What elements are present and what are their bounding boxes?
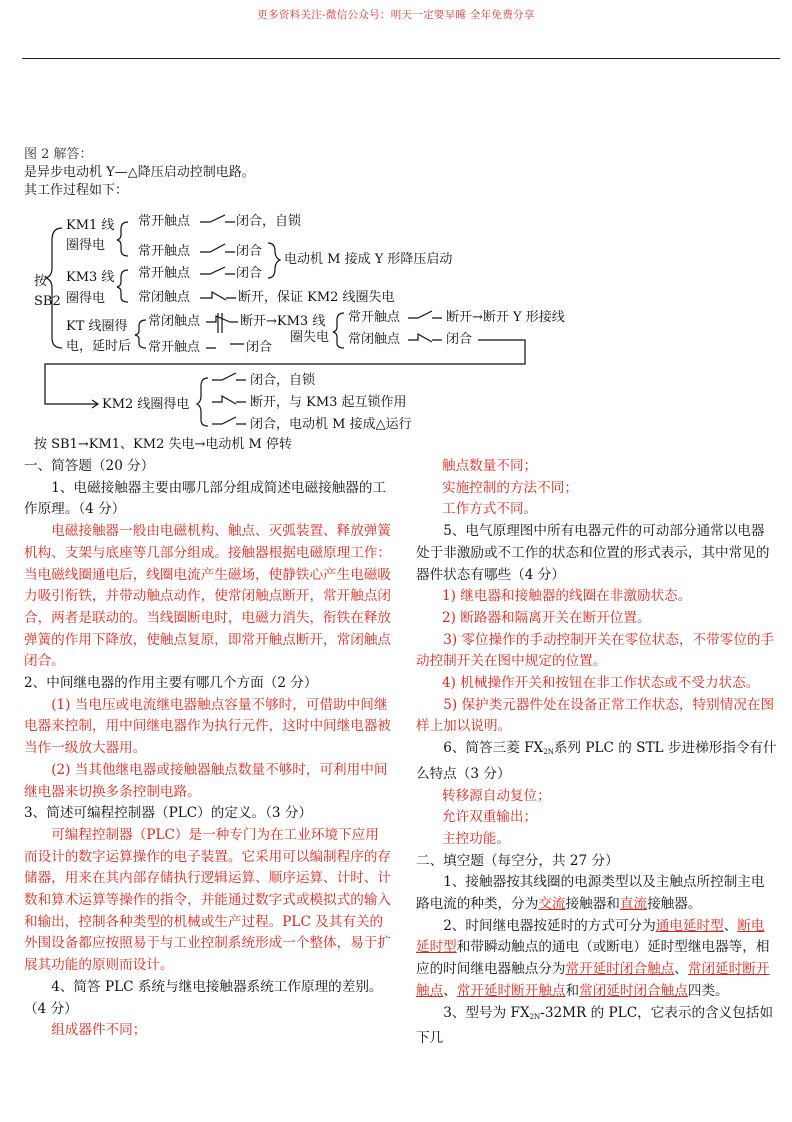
km3-lose-power: 圈失电: [290, 330, 330, 345]
diagram-lines: [0, 0, 792, 460]
question-6: [416, 738, 778, 785]
answer-5-4: 4) 机械操作开关和按钮在非工作状态或不受力状态。: [442, 675, 760, 692]
km3-open-interlock: 断开，保证 KM2 线圈失电: [238, 290, 395, 305]
section-1-title: 一、简答题（20 分）: [24, 458, 155, 474]
question-3: 3、简述可编程控制器（PLC）的定义。（3 分）: [24, 805, 313, 822]
answer-4-1: 组成器件不同；: [51, 1022, 147, 1039]
motor-y-start: 电动机 M 接成 Y 形降压启动: [284, 252, 453, 267]
fill-2-sep-2: 、: [674, 961, 688, 978]
answer-4-4: 工作方式不同。: [442, 501, 538, 518]
question-5: 5、电气原理图中所有电器元件的可动部分通常以电器处于非激励或不工作的状态和位置的形式表示，其中常见的器件状态有哪些（4 分）: [416, 523, 770, 583]
press-label: 按: [34, 274, 48, 289]
kt-label-a: KT 线圈得: [66, 319, 128, 334]
fill-2-answer-5: 常开延时断开触点: [456, 982, 566, 999]
km3-open-y: 断开→断开 Y 形接线: [446, 310, 565, 325]
intro-line-2: 其工作过程如下：: [24, 183, 129, 198]
kt-open-km3: 断开→KM3 线: [240, 314, 326, 329]
fill-2-post: 四类。: [687, 982, 729, 999]
intro-line-1: 是异步电动机 Y—△降压启动控制电路。: [24, 165, 255, 180]
question-1: 1、电磁接触器主要由哪几部分组成简述电磁接触器的工作原理。（4 分）: [24, 479, 387, 518]
fill-1-pre: 1、接触器按其线圈的电源类型以及主触点所控制主电路电流的种类，分为: [416, 874, 765, 913]
answer-6-2: 允许双重输出；: [442, 809, 538, 826]
km3-closed: 闭合: [236, 266, 263, 281]
fill-3-pre: 3、型号为 FX: [443, 1004, 530, 1021]
answer-6-3: 主控功能。: [442, 830, 510, 847]
answer-5-5: 5) 保护类元器件处在设备正常工作状态，特别情况在图样上加以说明。: [416, 696, 775, 735]
kt-nc-contact: 常闭触点: [148, 314, 201, 329]
sb1-stop-line: 按 SB1→KM1、KM2 失电→电动机 M 停转: [34, 437, 292, 452]
km1-closed-selflock: 闭合，自锁: [236, 214, 302, 229]
km2-open-interlock: 断开，与 KM3 起互锁作用: [250, 395, 407, 410]
fill-1-mid: 接触器和: [565, 896, 620, 913]
fill-2-sep-1: 、: [723, 917, 738, 934]
question-4: 4、简答 PLC 系统与继电接触器系统工作原理的差别。（4 分）: [24, 978, 383, 1017]
kt-label-b: 电，延时后: [66, 339, 132, 354]
km3-off-closed: 闭合: [446, 332, 473, 347]
question-6-pre: 6、简答三菱 FX: [443, 740, 544, 757]
answer-5-3: 3) 零位操作的手动控制开关在零位状态，不带零位的手动控制开关在图中规定的位置。: [416, 631, 775, 670]
fill-1-post: 接触器。: [647, 896, 702, 913]
km3-label-a: KM3 线: [66, 270, 115, 285]
km1-no-contact-2: 常开触点: [138, 244, 191, 259]
km3-off-no-contact: 常开触点: [348, 310, 401, 325]
header-note: 更多资料关注-微信公众号：明天一定要早睡 全年免费分享: [257, 9, 535, 21]
fill-2-pre: 2、时间继电器按延时的方式可分为: [443, 917, 656, 934]
answer-5-2: 2) 断路器和隔离开关在断开位置。: [442, 609, 651, 626]
answer-4-3: 实施控制的方法不同；: [442, 479, 578, 496]
fill-question-1: [416, 872, 778, 915]
km3-no-contact: 常开触点: [138, 266, 191, 281]
km3-off-nc-contact: 常闭触点: [348, 332, 401, 347]
fill-2-answer-2: 断电延时型: [416, 917, 765, 956]
fill-2-and: 和: [565, 982, 580, 999]
answer-2-2: (2) 当其他继电器或接触器触点数量不够时，可利用中间继电器来切换多条控制电路。: [24, 761, 388, 800]
km1-no-contact: 常开触点: [138, 214, 191, 229]
fill-question-3: [416, 1003, 778, 1050]
left-column: [24, 456, 392, 1042]
fill-2-answer-1: 通电延时型: [655, 917, 724, 934]
km3-label-b: 圈得电: [66, 291, 106, 306]
fill-1-answer-2: 直流: [619, 896, 648, 913]
figure-answer-label: 图 2 解答：: [24, 147, 93, 162]
kt-closed: 闭合: [246, 340, 273, 355]
answer-6-1: 转移源自动复位；: [442, 787, 551, 804]
answer-1: 电磁接触器一般由电磁机构、触点、灭弧装置、释放弹簧机构、支架与底座等几部分组成。接触器根据电磁原理工作：当电磁线圈通电后，线圈电流产生磁场，使静铁心产生电磁吸力吸引衔铁，并带动触点动作，使常闭触点断开，常开触点闭合，两者是联动的。当线圈断电时，电磁力消失，衔铁在释放弹簧的作用下降放，使触点复原，即常开触点断开，常闭触点闭合。: [24, 523, 392, 670]
km1-label-b: 圈得电: [66, 238, 106, 253]
question-6-post: 系列 PLC 的 STL 步进梯形指令有什么特点（3 分）: [416, 740, 777, 782]
question-2: 2、中间继电器的作用主要有哪几个方面（2 分）: [24, 675, 318, 692]
fill-3-sub: 2N: [529, 1012, 541, 1021]
fill-2-sep-3: 、: [443, 982, 457, 999]
section-2-title: 二、填空题（每空分，共 27 分）: [416, 852, 619, 869]
km2-closed-selflock: 闭合，自锁: [250, 373, 316, 388]
answer-2-1: (1) 当电压或电流继电器触点容量不够时，可借助中间继电器来控制，用中间继电器作为执行元件，这时中间继电器被当作一级放大器用。: [24, 696, 392, 757]
kt-no-contact: 常开触点: [148, 340, 201, 355]
right-column: [416, 456, 778, 1050]
km2-coil-label: KM2 线圈得电: [102, 397, 190, 412]
fill-1-answer-1: 交流: [538, 896, 566, 913]
answer-3: 可编程控制器（PLC）是一种专门为在工业环境下应用而设计的数字运算操作的电子装置。它采用可以编制程序的存储器，用来在其内部存储执行逻辑运算、顺序运算、计时、计数和算术运算等操作的指令，并能通过数字式或模拟式的输入和输出，控制各种类型的机械或生产过程。PLC 及其有关的外围设备都应按照易于与工业控制系统形成一个整体，易于扩展其功能的原则而设计。: [24, 826, 392, 974]
answer-4-2: 触点数量不同；: [442, 458, 538, 474]
km3-nc-contact: 常闭触点: [138, 290, 191, 305]
fill-2-answer-4: 常闭延时断开触点: [416, 961, 770, 999]
km1-label-a: KM1 线: [66, 218, 115, 233]
fill-question-2: [416, 916, 778, 1003]
km1-closed: 闭合: [236, 244, 263, 259]
answer-5-1: 1) 继电器和接触器的线圈在非激励状态。: [442, 588, 692, 605]
sb2-button: SB2: [34, 294, 61, 309]
question-6-sub: 2N: [543, 748, 554, 757]
fill-2-answer-6: 常闭延时闭合触点: [579, 982, 688, 999]
km2-closed-delta: 闭合，电动机 M 接成△运行: [250, 417, 412, 432]
fill-3-post: -32MR 的 PLC，它表示的含义包括如下几: [416, 1004, 774, 1047]
fill-2-mid: 和带瞬动触点的通电（或断电）延时型继电器等，相应的时间继电器触点分为: [416, 939, 770, 978]
fill-2-answer-3: 常开延时闭合触点: [565, 961, 675, 978]
